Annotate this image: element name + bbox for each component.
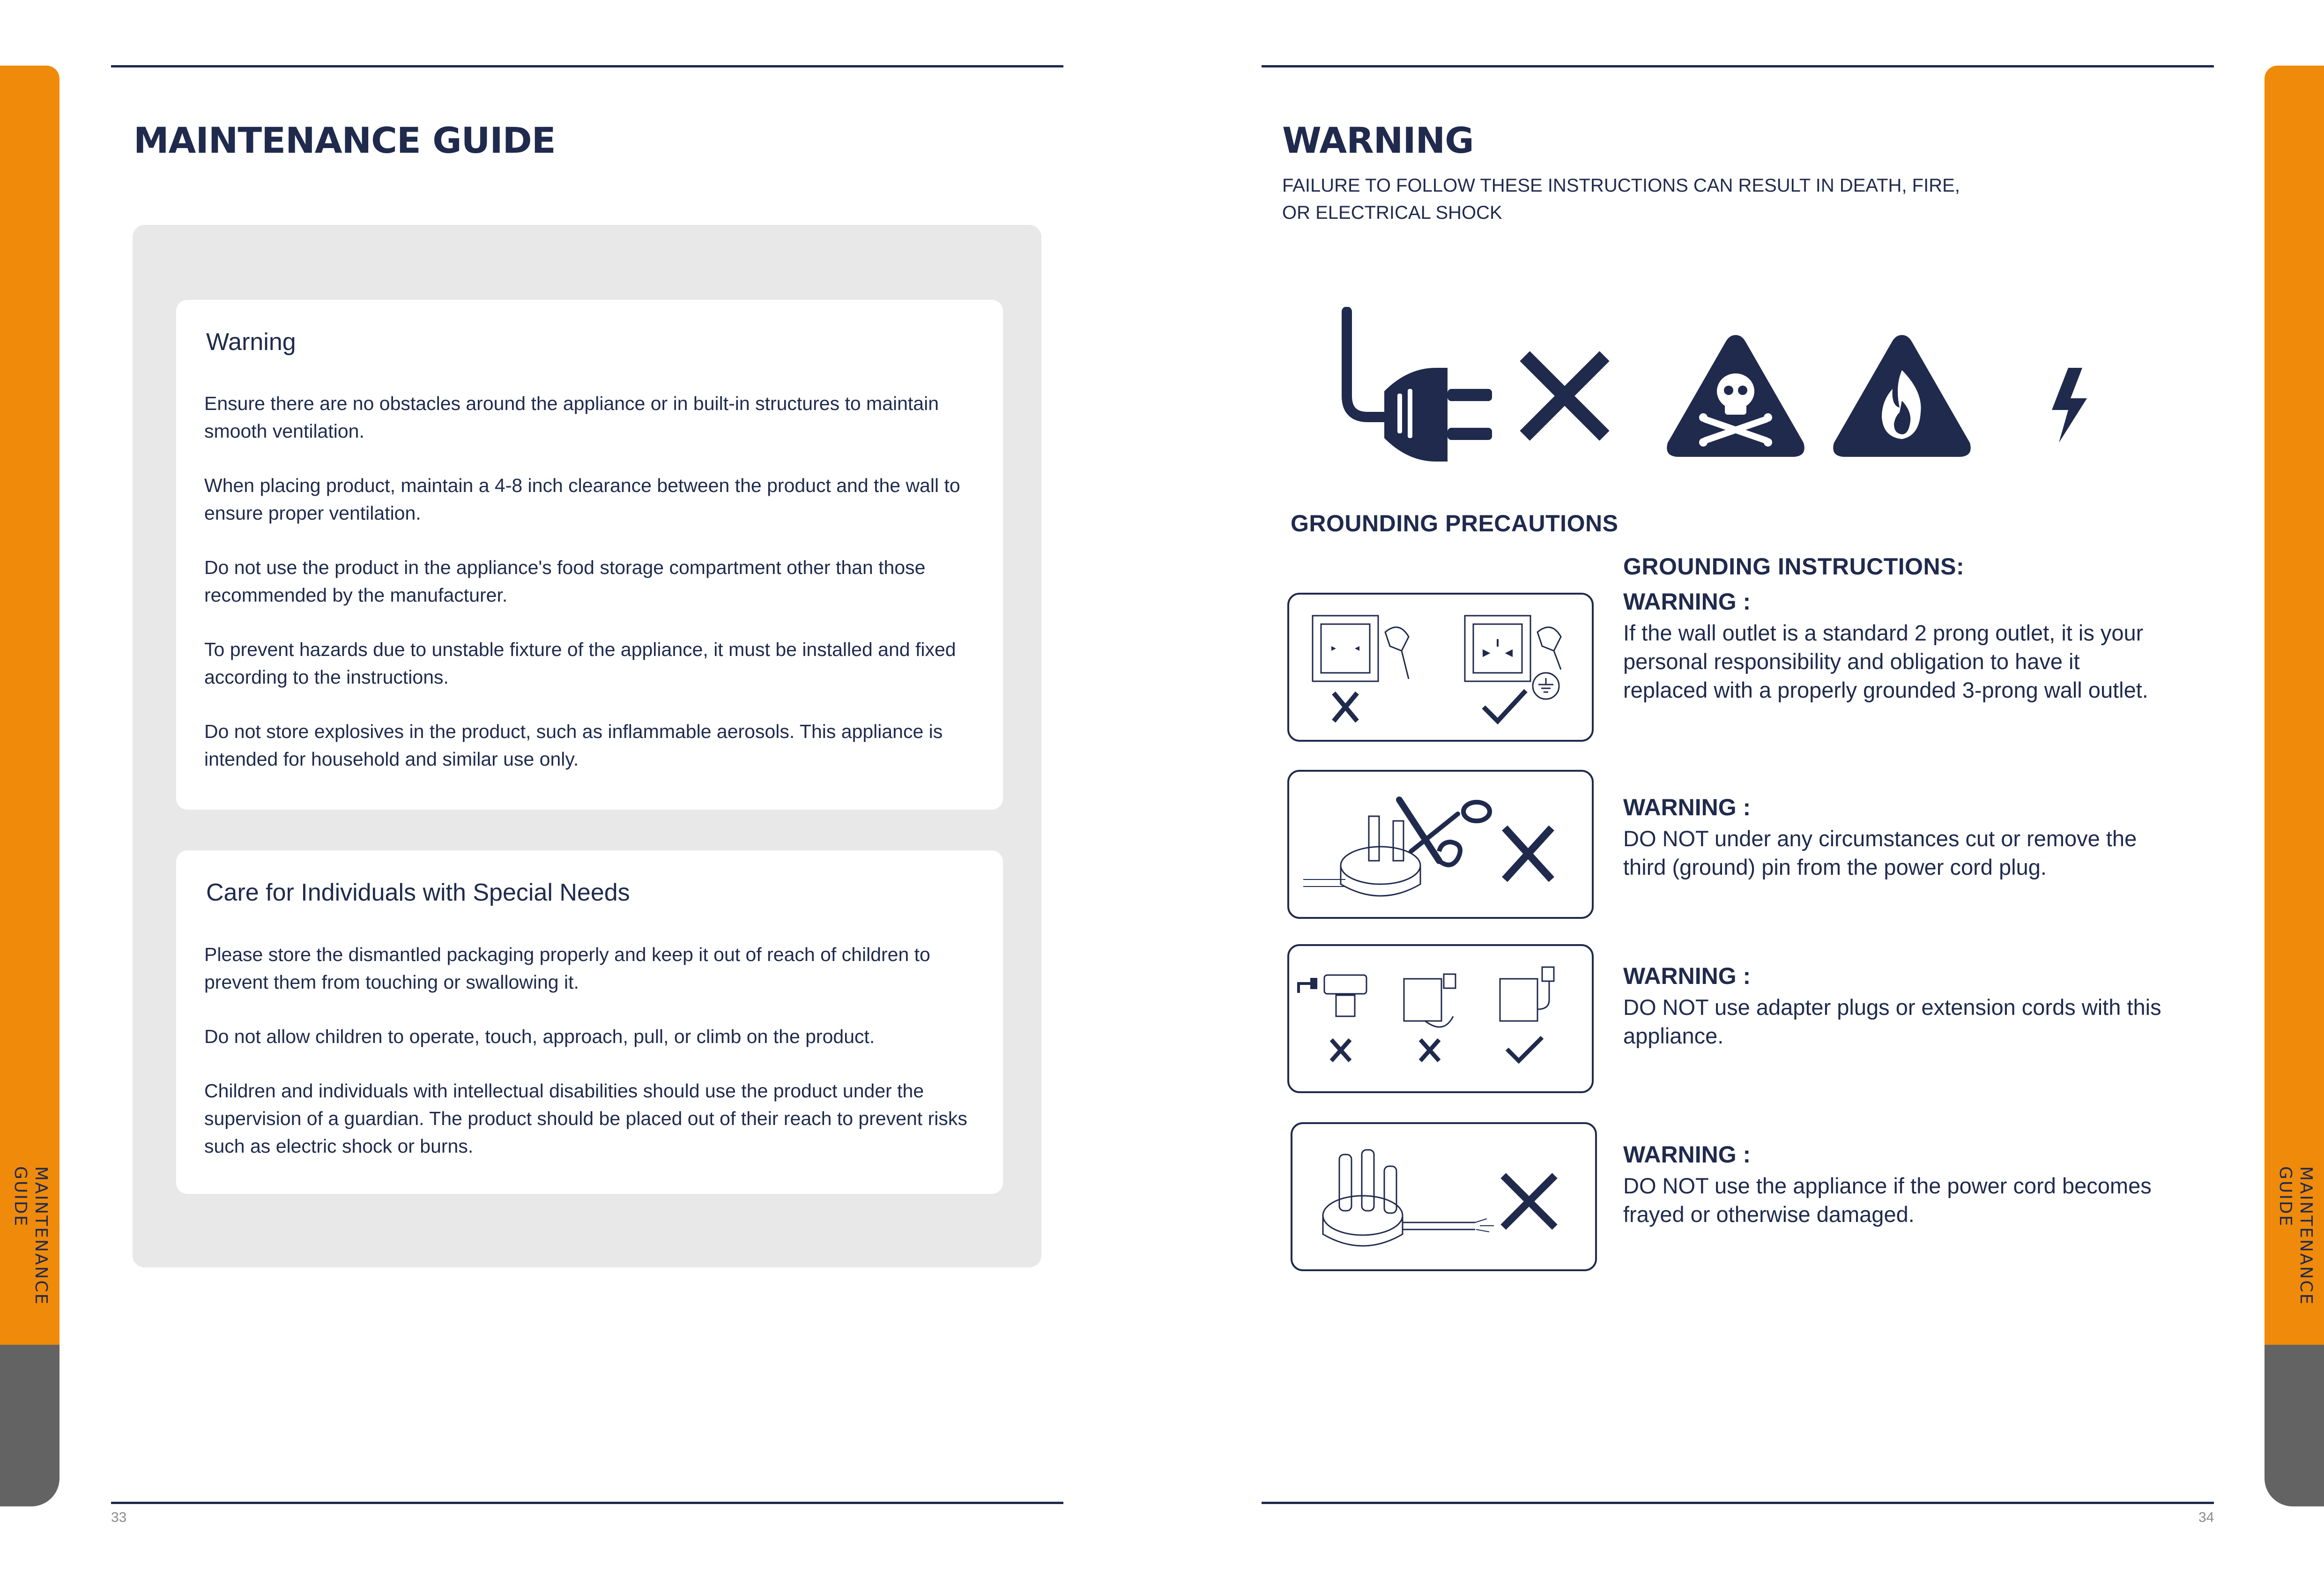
warning-3-text: DO NOT use adapter plugs or extension cords with this appliance. xyxy=(1623,995,2161,1048)
warning-3-label: WARNING : xyxy=(1623,963,1751,989)
page-title: MAINTENANCE GUIDE xyxy=(134,119,556,161)
grounding-instructions-title: GROUNDING INSTRUCTIONS: xyxy=(1623,553,1965,580)
special-needs-para-1: Please store the dismantled packaging properly and keep it out of reach of children to prevent them from touching or swallowing it. xyxy=(204,944,930,993)
damaged-cord-illustration xyxy=(1291,1122,1597,1271)
warning-para-2: When placing product, maintain a 4-8 inch clearance between the product and the wall to ensure proper ventilation. xyxy=(204,475,960,524)
warning-title: WARNING xyxy=(1282,119,1474,161)
frayed-cord-icon xyxy=(1292,1124,1595,1269)
warning-para-4: To prevent hazards due to unstable fixture of the appliance, it must be installed and fixed according to the instructions. xyxy=(204,639,956,688)
x-mark-icon xyxy=(1518,349,1611,443)
special-needs-card-title: Care for Individuals with Special Needs xyxy=(206,879,630,906)
left-side-tab xyxy=(0,66,59,1354)
right-side-tab-label: MAINTENANCE GUIDE xyxy=(2276,1166,2316,1306)
skull-crossbones-icon xyxy=(1663,330,1808,462)
right-bottom-rule xyxy=(1262,1502,2214,1504)
left-bottom-rule xyxy=(111,1502,1063,1504)
fire-hazard-icon xyxy=(1829,330,1975,462)
left-side-tab-label: MAINTENANCE GUIDE xyxy=(11,1166,51,1306)
warning-1-text: If the wall outlet is a standard 2 prong outlet, it is your personal responsibility and obligation to have it replaced with a properly grounded 3-prong wall outlet. xyxy=(1623,620,2148,702)
grounding-precautions-title: GROUNDING PRECAUTIONS xyxy=(1291,510,1619,536)
warning-para-1: Ensure there are no obstacles around the appliance or in built-in structures to maintain smooth ventilation. xyxy=(204,393,939,442)
outlet-illustration xyxy=(1287,593,1594,742)
lightning-bolt-icon xyxy=(2042,365,2094,445)
adapter-comparison-icon xyxy=(1289,946,1592,1091)
right-side-tab xyxy=(2265,66,2324,1354)
warning-para-5: Do not store explosives in the product, such as inflammable aerosols. This appliance is intended for household and similar use only. xyxy=(204,721,943,770)
special-needs-para-3: Children and individuals with intellectual disabilities should use the product under the supervision of a guardian. The product should be placed out of their reach to prevent risks such as electric shock or burns. xyxy=(204,1080,967,1157)
warning-1-label: WARNING : xyxy=(1623,589,1751,615)
warning-4-text: DO NOT use the appliance if the power cord becomes frayed or otherwise damaged. xyxy=(1623,1173,2152,1227)
warning-subtitle: FAILURE TO FOLLOW THESE INSTRUCTIONS CAN RESULT IN DEATH, FIRE, OR ELECTRICAL SHOCK xyxy=(1282,175,1960,223)
warning-card-title: Warning xyxy=(206,328,296,356)
left-page-number: 33 xyxy=(111,1510,127,1525)
warning-para-3: Do not use the product in the appliance's food storage compartment other than those recommended by the manufacturer. xyxy=(204,557,926,606)
unplug-icon xyxy=(1337,307,1497,466)
scissors-plug-icon xyxy=(1289,772,1592,917)
warning-2-text: DO NOT under any circumstances cut or remove the third (ground) pin from the power cord plug. xyxy=(1623,826,2137,879)
right-top-rule xyxy=(1262,65,2214,67)
right-side-tab-bottom xyxy=(2265,1345,2324,1506)
adapter-extension-illustration xyxy=(1287,944,1594,1093)
special-needs-para-2: Do not allow children to operate, touch, approach, pull, or climb on the product. xyxy=(204,1026,875,1047)
outlet-comparison-icon xyxy=(1289,595,1592,740)
left-top-rule xyxy=(111,65,1063,67)
warning-2-label: WARNING : xyxy=(1623,794,1751,820)
right-page-number: 34 xyxy=(2198,1510,2214,1525)
left-side-tab-bottom xyxy=(0,1345,59,1506)
cut-ground-pin-illustration xyxy=(1287,770,1594,919)
warning-4-label: WARNING : xyxy=(1623,1141,1751,1168)
